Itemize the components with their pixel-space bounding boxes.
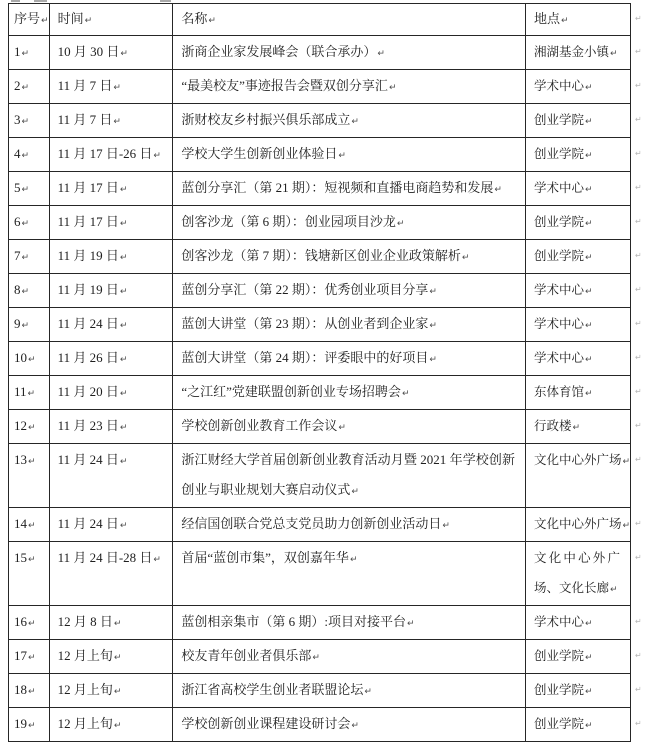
paragraph-mark-icon: ↵ <box>28 687 36 697</box>
header-cell-place <box>525 4 630 36</box>
cell-text: 11 月 20 日 <box>57 384 119 399</box>
paragraph-mark-icon: ↵ <box>494 185 502 195</box>
cell-index <box>9 172 50 206</box>
paragraph-mark-icon: ↵ <box>429 355 437 365</box>
cell-place <box>525 70 630 104</box>
cell-index <box>9 104 50 138</box>
cell-text: 17 <box>14 648 27 663</box>
table-row <box>9 508 645 542</box>
table-row <box>9 274 645 308</box>
table-row <box>9 308 645 342</box>
header-label: 地点 <box>533 11 560 26</box>
cell-place <box>525 410 630 444</box>
paragraph-mark-icon: ↵ <box>429 287 437 297</box>
cell-place <box>525 104 630 138</box>
cell-time <box>49 542 173 606</box>
header-row <box>9 4 645 36</box>
paragraph-mark-icon: ↵ <box>312 653 320 663</box>
paragraph-mark-icon: ↵ <box>120 49 128 59</box>
row-end-mark-icon: ↵ <box>635 420 642 430</box>
cell-text: 4 <box>14 146 21 161</box>
cell-text: 蓝创分享汇（第 22 期）：优秀创业项目分享 <box>181 282 429 297</box>
row-end-mark-icon: ↵ <box>635 684 642 694</box>
paragraph-mark-icon: ↵ <box>119 423 128 433</box>
cell-text: 创业学院 <box>533 147 584 161</box>
cell-time <box>49 508 173 542</box>
cell-index <box>9 542 50 606</box>
cell-time <box>49 640 173 674</box>
paragraph-mark-icon: ↵ <box>208 16 216 26</box>
paragraph-mark-icon: ↵ <box>119 287 128 297</box>
paragraph-mark-icon: ↵ <box>351 721 359 731</box>
cell-name <box>173 674 526 708</box>
cell-text: 12 <box>14 418 27 433</box>
cell-index <box>9 410 50 444</box>
row-end-mark-icon: ↵ <box>635 13 642 23</box>
cell-place <box>525 708 630 742</box>
row-end-mark-icon: ↵ <box>635 454 642 464</box>
paragraph-mark-icon: ↵ <box>560 16 569 26</box>
cell-name <box>173 640 526 674</box>
cell-text: 11 月 24 日 <box>57 452 119 467</box>
paragraph-mark-icon: ↵ <box>429 321 437 331</box>
cell-place <box>525 274 630 308</box>
clipped-text-artifact <box>160 0 171 2</box>
paragraph-mark-icon: ↵ <box>119 219 128 229</box>
cell-text: 蓝创分享汇（第 21 期）：短视频和直播电商趋势和发展 <box>181 180 494 195</box>
cell-text: 学术中心 <box>533 181 584 195</box>
cell-index <box>9 138 50 172</box>
cell-time <box>49 206 173 240</box>
cell-name <box>173 308 526 342</box>
row-end-mark-icon: ↵ <box>635 46 642 56</box>
cell-text: 7 <box>14 248 21 263</box>
cell-text: 文化中心外广场、文化长廊 <box>533 551 621 595</box>
header-label: 序号 <box>14 11 41 26</box>
paragraph-mark-icon: ↵ <box>113 83 121 93</box>
cell-text: 创业学院 <box>533 249 584 263</box>
paragraph-mark-icon: ↵ <box>584 619 593 629</box>
paragraph-mark-icon: ↵ <box>338 151 346 161</box>
cell-text: 创业学院 <box>533 215 584 229</box>
row-end-mark-icon: ↵ <box>635 718 642 728</box>
cell-name <box>173 70 526 104</box>
table-row <box>9 410 645 444</box>
cell-place <box>525 172 630 206</box>
cell-name <box>173 172 526 206</box>
cell-time <box>49 172 173 206</box>
paragraph-mark-icon: ↵ <box>609 585 618 595</box>
cell-text: 11 月 7 日 <box>57 112 113 127</box>
table-row <box>9 206 645 240</box>
paragraph-mark-icon: ↵ <box>584 151 593 161</box>
row-end-mark-icon: ↵ <box>635 318 642 328</box>
cell-text: 蓝创大讲堂（第 23 期）：从创业者到企业家 <box>181 316 429 331</box>
cell-place <box>525 542 630 606</box>
cell-text: 13 <box>14 452 27 467</box>
row-end-mark-icon: ↵ <box>635 148 642 158</box>
cell-time <box>49 70 173 104</box>
paragraph-mark-icon: ↵ <box>622 457 631 467</box>
cell-name <box>173 542 526 606</box>
cell-text: 学校创新创业教育工作会议 <box>181 418 338 433</box>
cell-text: 蓝创大讲堂（第 24 期）：评委眼中的好项目 <box>181 350 429 365</box>
cell-text: 5 <box>14 180 21 195</box>
table-row <box>9 444 645 508</box>
table-row <box>9 342 645 376</box>
paragraph-mark-icon: ↵ <box>21 117 30 127</box>
cell-text: 8 <box>14 282 21 297</box>
row-end-mark-icon: ↵ <box>635 552 642 562</box>
paragraph-mark-icon: ↵ <box>153 555 161 565</box>
cell-name <box>173 36 526 70</box>
cell-text: 学术中心 <box>533 615 584 629</box>
row-end-mark-icon: ↵ <box>635 386 642 396</box>
cell-text: 9 <box>14 316 21 331</box>
cell-place <box>525 640 630 674</box>
cell-text: 16 <box>14 614 27 629</box>
row-end-mark-icon: ↵ <box>635 216 642 226</box>
paragraph-mark-icon: ↵ <box>584 185 593 195</box>
cell-time <box>49 342 173 376</box>
cell-time <box>49 274 173 308</box>
header-cell-index <box>9 4 50 36</box>
row-end-mark-icon: ↵ <box>635 284 642 294</box>
cell-time <box>49 376 173 410</box>
cell-text: 创业学院 <box>533 717 584 731</box>
cell-name <box>173 206 526 240</box>
clipped-text-artifact <box>34 0 47 2</box>
cell-text: 创客沙龙（第 6 期）：创业园项目沙龙 <box>181 214 396 229</box>
cell-text: 19 <box>14 716 27 731</box>
cell-index <box>9 376 50 410</box>
paragraph-mark-icon: ↵ <box>28 355 36 365</box>
paragraph-mark-icon: ↵ <box>21 83 30 93</box>
paragraph-mark-icon: ↵ <box>28 721 36 731</box>
table-row <box>9 138 645 172</box>
cell-index <box>9 70 50 104</box>
paragraph-mark-icon: ↵ <box>364 687 372 697</box>
table-row <box>9 240 645 274</box>
cell-time <box>49 36 173 70</box>
paragraph-mark-icon: ↵ <box>21 151 30 161</box>
cell-text: 6 <box>14 214 21 229</box>
paragraph-mark-icon: ↵ <box>28 619 36 629</box>
cell-text: 18 <box>14 682 27 697</box>
cell-name <box>173 240 526 274</box>
paragraph-mark-icon: ↵ <box>84 16 93 26</box>
paragraph-mark-icon: ↵ <box>28 423 36 433</box>
cell-place <box>525 444 630 508</box>
cell-index <box>9 206 50 240</box>
cell-text: 11 月 24 日-28 日 <box>57 550 153 565</box>
paragraph-mark-icon: ↵ <box>584 83 593 93</box>
cell-text: 3 <box>14 112 21 127</box>
clipped-text-artifact <box>11 0 20 2</box>
cell-text: 11 月 19 日 <box>57 282 119 297</box>
cell-index <box>9 342 50 376</box>
header-label: 名称 <box>181 11 208 26</box>
cell-text: 11 月 17 日-26 日 <box>57 146 153 161</box>
cell-place <box>525 206 630 240</box>
cell-index <box>9 36 50 70</box>
row-end-mark-icon: ↵ <box>635 518 642 528</box>
cell-place <box>525 342 630 376</box>
cell-place <box>525 606 630 640</box>
table-row <box>9 640 645 674</box>
cell-text: 浙商企业家发展峰会（联合承办） <box>181 44 377 59</box>
row-end-mark-icon: ↵ <box>635 650 642 660</box>
paragraph-mark-icon: ↵ <box>113 117 121 127</box>
cell-text: 11 月 17 日 <box>57 180 119 195</box>
events-schedule-table <box>8 3 645 742</box>
paragraph-mark-icon: ↵ <box>27 389 36 399</box>
cell-text: 学校创新创业课程建设研讨会 <box>181 716 351 731</box>
paragraph-mark-icon: ↵ <box>584 117 593 127</box>
cell-text: 学术中心 <box>533 283 584 297</box>
paragraph-mark-icon: ↵ <box>442 521 450 531</box>
cell-text: 11 月 26 日 <box>57 350 119 365</box>
cell-text: 文化中心外广场 <box>533 453 622 467</box>
cell-time <box>49 410 173 444</box>
cell-index <box>9 308 50 342</box>
paragraph-mark-icon: ↵ <box>584 355 593 365</box>
table-row <box>9 172 645 206</box>
cell-text: 文化中心外广场 <box>533 517 622 531</box>
paragraph-mark-icon: ↵ <box>584 687 593 697</box>
cell-text: 首届“蓝创市集”，双创嘉年华 <box>181 550 349 565</box>
paragraph-mark-icon: ↵ <box>119 457 128 467</box>
cell-text: 10 <box>14 350 27 365</box>
cell-text: 2 <box>14 78 21 93</box>
cell-text: 11 <box>14 384 27 399</box>
paragraph-mark-icon: ↵ <box>119 389 128 399</box>
paragraph-mark-icon: ↵ <box>119 521 128 531</box>
paragraph-mark-icon: ↵ <box>113 619 122 629</box>
cell-text: 湘湖基金小镇 <box>533 45 609 59</box>
paragraph-mark-icon: ↵ <box>351 487 359 497</box>
row-end-mark-icon: ↵ <box>635 114 642 124</box>
cell-text: 经信国创联合党总支党员助力创新创业活动日 <box>181 516 442 531</box>
paragraph-mark-icon: ↵ <box>119 321 128 331</box>
cell-text: 浙财校友乡村振兴俱乐部成立 <box>181 112 351 127</box>
paragraph-mark-icon: ↵ <box>351 117 359 127</box>
paragraph-mark-icon: ↵ <box>584 389 593 399</box>
row-end-mark-icon: ↵ <box>635 616 642 626</box>
cell-index <box>9 708 50 742</box>
cell-text: 12 月 8 日 <box>57 614 113 629</box>
cell-text: 11 月 17 日 <box>57 214 119 229</box>
paragraph-mark-icon: ↵ <box>21 49 30 59</box>
cell-place <box>525 240 630 274</box>
cell-text: 浙江财经大学首届创新创业教育活动月暨 2021 年学校创新创业与职业规划大赛启动仪式 <box>181 452 515 497</box>
table-row <box>9 70 645 104</box>
cell-text: 12 月上旬 <box>57 682 113 697</box>
cell-time <box>49 138 173 172</box>
cell-index <box>9 444 50 508</box>
cell-text: 10 月 30 日 <box>57 44 120 59</box>
paragraph-mark-icon: ↵ <box>21 321 30 331</box>
cell-place <box>525 36 630 70</box>
cell-text: “最美校友”事迹报告会暨双创分享汇 <box>181 78 388 93</box>
cell-name <box>173 606 526 640</box>
cell-time <box>49 104 173 138</box>
cell-text: 学术中心 <box>533 79 584 93</box>
paragraph-mark-icon: ↵ <box>584 653 593 663</box>
cell-text: 蓝创相亲集市（第 6 期）:项目对接平台 <box>181 614 407 629</box>
paragraph-mark-icon: ↵ <box>21 185 30 195</box>
cell-text: 11 月 19 日 <box>57 248 119 263</box>
paragraph-mark-icon: ↵ <box>113 721 122 731</box>
paragraph-mark-icon: ↵ <box>28 521 36 531</box>
cell-name <box>173 708 526 742</box>
cell-time <box>49 708 173 742</box>
cell-place <box>525 376 630 410</box>
cell-place <box>525 508 630 542</box>
cell-text: 学校大学生创新创业体验日 <box>181 146 338 161</box>
header-cell-time <box>49 4 173 36</box>
cell-name <box>173 410 526 444</box>
cell-text: 12 月上旬 <box>57 648 113 663</box>
cell-text: 浙江省高校学生创业者联盟论坛 <box>181 682 364 697</box>
row-end-mark-icon: ↵ <box>635 80 642 90</box>
paragraph-mark-icon: ↵ <box>21 287 30 297</box>
paragraph-mark-icon: ↵ <box>338 423 346 433</box>
table-body <box>9 36 645 742</box>
table-row <box>9 36 645 70</box>
cell-time <box>49 308 173 342</box>
cell-place <box>525 674 630 708</box>
cell-text: 12 月上旬 <box>57 716 113 731</box>
paragraph-mark-icon: ↵ <box>113 687 122 697</box>
cell-text: 11 月 24 日 <box>57 316 119 331</box>
paragraph-mark-icon: ↵ <box>21 253 30 263</box>
paragraph-mark-icon: ↵ <box>377 49 385 59</box>
cell-text: 14 <box>14 516 27 531</box>
paragraph-mark-icon: ↵ <box>461 253 470 263</box>
table-row <box>9 104 645 138</box>
cell-text: 创业学院 <box>533 113 584 127</box>
paragraph-mark-icon: ↵ <box>119 185 128 195</box>
paragraph-mark-icon: ↵ <box>153 151 161 161</box>
cell-text: 学术中心 <box>533 351 584 365</box>
cell-time <box>49 444 173 508</box>
paragraph-mark-icon: ↵ <box>388 83 397 93</box>
paragraph-mark-icon: ↵ <box>584 219 593 229</box>
cell-text: 创业学院 <box>533 683 584 697</box>
cell-text: 东体育馆 <box>533 385 584 399</box>
cell-text: 11 月 7 日 <box>57 78 113 93</box>
paragraph-mark-icon: ↵ <box>622 521 631 531</box>
row-end-mark-icon: ↵ <box>635 250 642 260</box>
cell-index <box>9 640 50 674</box>
paragraph-mark-icon: ↵ <box>584 321 593 331</box>
cell-text: 11 月 24 日 <box>57 516 119 531</box>
cell-index <box>9 606 50 640</box>
paragraph-mark-icon: ↵ <box>572 423 581 433</box>
paragraph-mark-icon: ↵ <box>584 287 593 297</box>
cell-text: 学术中心 <box>533 317 584 331</box>
paragraph-mark-icon: ↵ <box>119 355 128 365</box>
cell-text: 1 <box>14 44 21 59</box>
paragraph-mark-icon: ↵ <box>396 219 405 229</box>
paragraph-mark-icon: ↵ <box>609 49 618 59</box>
cell-name <box>173 104 526 138</box>
cell-name <box>173 138 526 172</box>
cell-name <box>173 274 526 308</box>
table-row <box>9 376 645 410</box>
header-label: 时间 <box>57 11 84 26</box>
paragraph-mark-icon: ↵ <box>401 389 410 399</box>
cell-name <box>173 508 526 542</box>
paragraph-mark-icon: ↵ <box>113 653 122 663</box>
cell-name <box>173 342 526 376</box>
paragraph-mark-icon: ↵ <box>119 253 128 263</box>
cell-place <box>525 308 630 342</box>
table-row <box>9 674 645 708</box>
paragraph-mark-icon: ↵ <box>28 653 36 663</box>
cell-text: 11 月 23 日 <box>57 418 119 433</box>
paragraph-mark-icon: ↵ <box>584 721 593 731</box>
table-row <box>9 708 645 742</box>
cell-index <box>9 508 50 542</box>
cell-index <box>9 240 50 274</box>
cell-text: “之江红”党建联盟创新创业专场招聘会 <box>181 384 401 399</box>
table-row <box>9 542 645 606</box>
paragraph-mark-icon: ↵ <box>28 555 36 565</box>
cell-text: 创业学院 <box>533 649 584 663</box>
paragraph-mark-icon: ↵ <box>407 619 415 629</box>
paragraph-mark-icon: ↵ <box>349 555 358 565</box>
paragraph-mark-icon: ↵ <box>21 219 30 229</box>
cell-place <box>525 138 630 172</box>
paragraph-mark-icon: ↵ <box>584 253 593 263</box>
cell-time <box>49 240 173 274</box>
cell-text: 15 <box>14 550 27 565</box>
cell-index <box>9 674 50 708</box>
cell-text: 行政楼 <box>533 419 572 433</box>
cell-name <box>173 444 526 508</box>
cell-time <box>49 606 173 640</box>
cell-name <box>173 376 526 410</box>
row-end-mark-icon: ↵ <box>635 352 642 362</box>
paragraph-mark-icon: ↵ <box>41 16 49 26</box>
cell-text: 校友青年创业者俱乐部 <box>181 648 312 663</box>
table-row <box>9 606 645 640</box>
row-end-mark-icon: ↵ <box>635 182 642 192</box>
cell-time <box>49 674 173 708</box>
header-cell-name <box>173 4 526 36</box>
cell-index <box>9 274 50 308</box>
cell-text: 创客沙龙（第 7 期）：钱塘新区创业企业政策解析 <box>181 248 461 263</box>
paragraph-mark-icon: ↵ <box>28 457 36 467</box>
